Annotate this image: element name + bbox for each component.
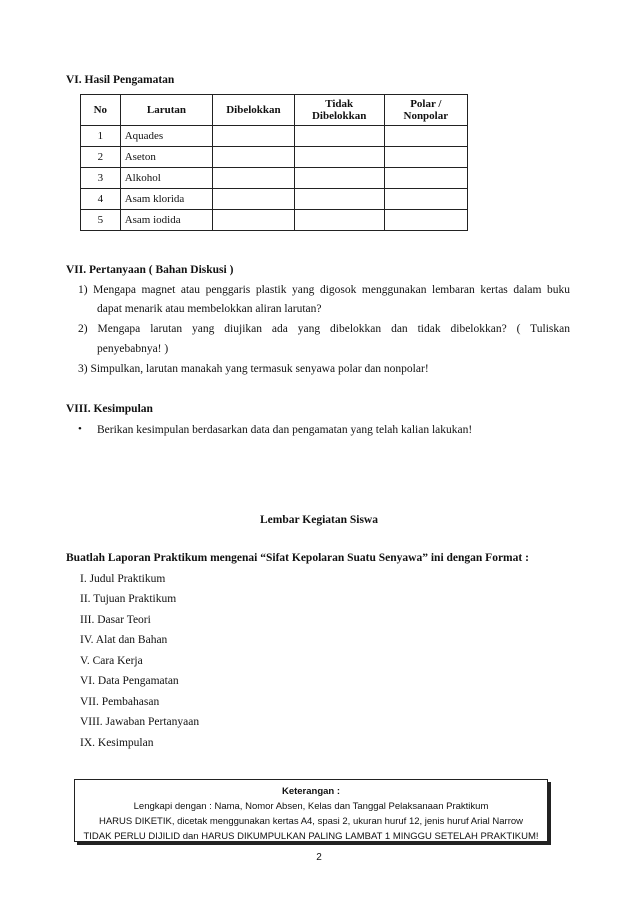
header-dibelokkan: Dibelokkan [213,95,295,126]
cell-dibelokkan [213,168,295,189]
format-item: II. Tujuan Praktikum [80,593,177,605]
cell-dibelokkan [213,210,295,231]
section-6-title: VI. Hasil Pengamatan [66,74,175,86]
lks-title: Lembar Kegiatan Siswa [260,514,378,526]
table-row [81,126,468,147]
cell-dibelokkan [213,126,295,147]
cell-no: 1 [81,126,121,147]
format-item: IV. Alat dan Bahan [80,634,168,646]
observation-table [80,94,468,231]
format-item: III. Dasar Teori [80,614,151,626]
cell-no: 4 [81,189,121,210]
format-item: VII. Pembahasan [80,696,160,708]
cell-tidak-dibelokkan [294,147,384,168]
format-item: I. Judul Praktikum [80,573,166,585]
table-header-row [81,95,468,126]
header-no: No [81,95,121,126]
conclusion-item: Berikan kesimpulan berdasarkan data dan pengamatan yang telah kalian lakukan! [97,424,473,436]
note-box [74,779,548,842]
cell-tidak-dibelokkan [294,126,384,147]
note-title: Keterangan : [281,786,341,797]
cell-no: 2 [81,147,121,168]
cell-polar-nonpolar [384,210,467,231]
format-item: V. Cara Kerja [80,655,143,667]
cell-larutan: Aseton [120,147,213,168]
question-1-line-2: dapat menarik atau membelokkan aliran larutan? [97,303,322,315]
table-row [81,189,468,210]
cell-larutan: Aquades [120,126,213,147]
format-item: VI. Data Pengamatan [80,675,179,687]
header-larutan: Larutan [120,95,213,126]
cell-tidak-dibelokkan [294,168,384,189]
cell-polar-nonpolar [384,168,467,189]
cell-tidak-dibelokkan [294,189,384,210]
format-item: VIII. Jawaban Pertanyaan [80,716,200,728]
cell-larutan: Alkohol [120,168,213,189]
cell-no: 3 [81,168,121,189]
section-7-title: VII. Pertanyaan ( Bahan Diskusi ) [66,264,234,276]
note-line-3: TIDAK PERLU DIJILID dan HARUS DIKUMPULKAN PALING LAMBAT 1 MINGGU SETELAH PRAKTIKUM! [83,831,539,842]
cell-dibelokkan [213,147,295,168]
header-polar-nonpolar: Polar / Nonpolar [384,95,467,126]
header-tidak-dibelokkan: Tidak Dibelokkan [294,95,384,126]
table-row [81,210,468,231]
question-1-line-1: 1) Mengapa magnet atau penggaris plastik yang digosok menggunakan lembaran kertas dalam buku [78,284,570,296]
cell-larutan: Asam klorida [120,189,213,210]
table-row [81,168,468,189]
bullet-icon: • [78,423,82,435]
table-row [81,147,468,168]
cell-dibelokkan [213,189,295,210]
note-line-2: HARUS DIKETIK, dicetak menggunakan kertas A4, spasi 2, ukuran huruf 12, jenis huruf Arial Narrow [98,816,523,827]
question-3: 3) Simpulkan, larutan manakah yang termasuk senyawa polar dan nonpolar! [78,363,429,375]
question-2-line-2: penyebabnya! ) [97,343,169,355]
question-2-line-1: 2) Mengapa larutan yang diujikan ada yang dibelokkan dan tidak dibelokkan? ( Tuliskan [78,323,570,335]
cell-tidak-dibelokkan [294,210,384,231]
cell-polar-nonpolar [384,189,467,210]
format-item: IX. Kesimpulan [80,737,154,749]
lks-instruction: Buatlah Laporan Praktikum mengenai “Sifat Kepolaran Suatu Senyawa” ini dengan Format : [66,552,529,564]
page-number: 2 [316,852,322,863]
note-line-1: Lengkapi dengan : Nama, Nomor Absen, Kelas dan Tanggal Pelaksanaan Praktikum [133,801,489,812]
cell-polar-nonpolar [384,126,467,147]
cell-larutan: Asam iodida [120,210,213,231]
section-8-title: VIII. Kesimpulan [66,403,153,415]
cell-no: 5 [81,210,121,231]
cell-polar-nonpolar [384,147,467,168]
